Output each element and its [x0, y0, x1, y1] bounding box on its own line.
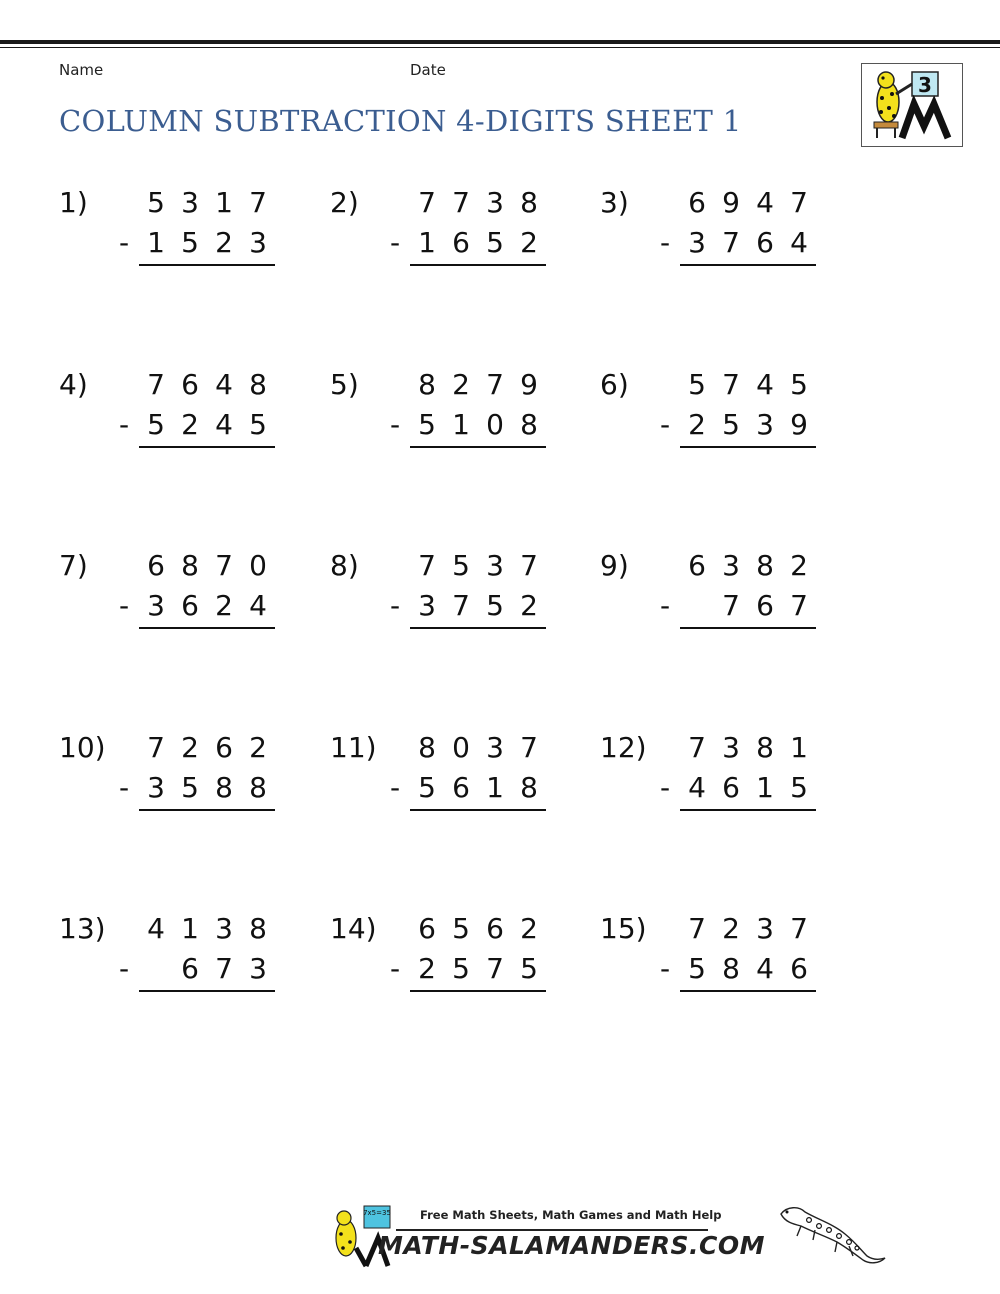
digit: 4: [249, 589, 267, 622]
digit: 7: [790, 912, 808, 945]
footer-brand: MATH-SALAMANDERS.COM: [378, 1231, 766, 1260]
digit: 7: [452, 589, 470, 622]
digit: 7: [722, 589, 740, 622]
digit: 2: [520, 589, 538, 622]
problem-15: [600, 912, 860, 1032]
problem-3: [600, 186, 860, 306]
digit: 6: [688, 549, 706, 582]
problem-9: [600, 549, 860, 669]
subtrahend: [410, 952, 546, 992]
digit: 5: [688, 368, 706, 401]
digit: 5: [722, 408, 740, 441]
digit: 7: [215, 952, 233, 985]
digit: 7: [147, 731, 165, 764]
problem-number: 12): [600, 731, 647, 764]
digit: 5: [452, 549, 470, 582]
digit: 7: [722, 226, 740, 259]
digit: 4: [688, 771, 706, 804]
top-rule-thin: [0, 47, 1000, 48]
minus-sign: -: [119, 589, 130, 622]
digit: 6: [756, 589, 774, 622]
digit: 3: [756, 408, 774, 441]
digit: 8: [418, 731, 436, 764]
digit: 8: [520, 408, 538, 441]
digit: 3: [418, 589, 436, 622]
digit: 8: [722, 952, 740, 985]
problem-8: [330, 549, 590, 669]
subtrahend: [410, 771, 546, 811]
minuend: [410, 731, 546, 765]
salamander-drawing-icon: [775, 1200, 887, 1268]
digit: 7: [486, 952, 504, 985]
minuend: [410, 368, 546, 402]
minuend: [410, 549, 546, 583]
digit: 4: [756, 368, 774, 401]
problem-1: [59, 186, 319, 306]
digit: 7: [486, 368, 504, 401]
digit: 0: [486, 408, 504, 441]
digit: 7: [249, 186, 267, 219]
digit: 3: [249, 226, 267, 259]
digit: 2: [181, 731, 199, 764]
digit: 5: [249, 408, 267, 441]
digit: 7: [418, 186, 436, 219]
digit: 6: [147, 549, 165, 582]
digit: 6: [181, 589, 199, 622]
digit: 2: [790, 549, 808, 582]
digit: 5: [147, 408, 165, 441]
digit: 1: [486, 771, 504, 804]
digit: 3: [688, 226, 706, 259]
digit: 3: [249, 952, 267, 985]
minuend: [680, 731, 816, 765]
digit: 7: [520, 731, 538, 764]
digit: 5: [790, 771, 808, 804]
digit: 6: [722, 771, 740, 804]
minuend: [680, 186, 816, 220]
digit: 7: [722, 368, 740, 401]
problem-number: 5): [330, 368, 359, 401]
digit: 5: [790, 368, 808, 401]
footer-tagline: Free Math Sheets, Math Games and Math Help: [420, 1208, 722, 1222]
problem-14: [330, 912, 590, 1032]
digit: 5: [452, 912, 470, 945]
digit: 4: [147, 912, 165, 945]
minus-sign: -: [390, 408, 401, 441]
problem-2: [330, 186, 590, 306]
minuend: [680, 368, 816, 402]
subtrahend: [139, 771, 275, 811]
subtrahend: [139, 952, 275, 992]
digit: 3: [486, 186, 504, 219]
minuend: [410, 186, 546, 220]
digit: 3: [147, 771, 165, 804]
problem-number: 15): [600, 912, 647, 945]
problem-12: [600, 731, 860, 851]
digit: 9: [520, 368, 538, 401]
minus-sign: -: [119, 408, 130, 441]
digit: 5: [418, 771, 436, 804]
subtrahend: [139, 589, 275, 629]
minuend: [139, 368, 275, 402]
digit: 8: [249, 368, 267, 401]
digit: 5: [520, 952, 538, 985]
digit: 9: [722, 186, 740, 219]
logo-number: 3: [918, 73, 932, 97]
minus-sign: -: [119, 771, 130, 804]
footer-badge: 7x5=35: [363, 1209, 391, 1217]
minuend: [139, 549, 275, 583]
digit: 6: [181, 368, 199, 401]
subtrahend: [410, 226, 546, 266]
digit: 1: [147, 226, 165, 259]
subtrahend: [680, 408, 816, 448]
digit: 7: [688, 731, 706, 764]
digit: 1: [790, 731, 808, 764]
page-title: COLUMN SUBTRACTION 4-DIGITS SHEET 1: [59, 104, 742, 138]
problem-10: [59, 731, 319, 851]
digit: 8: [215, 771, 233, 804]
problem-number: 8): [330, 549, 359, 582]
digit: 3: [486, 731, 504, 764]
digit: 5: [688, 952, 706, 985]
digit: 4: [215, 368, 233, 401]
minus-sign: -: [119, 952, 130, 985]
digit: 1: [418, 226, 436, 259]
digit: 2: [249, 731, 267, 764]
digit: 5: [486, 226, 504, 259]
salamander-logo-icon: [862, 64, 962, 146]
digit: 9: [790, 408, 808, 441]
digit: 5: [147, 186, 165, 219]
digit: 6: [756, 226, 774, 259]
problem-4: [59, 368, 319, 488]
problem-11: [330, 731, 590, 851]
digit: 3: [722, 549, 740, 582]
salamander-logo: [861, 63, 963, 147]
problem-number: 6): [600, 368, 629, 401]
digit: 6: [452, 771, 470, 804]
digit: 2: [215, 589, 233, 622]
problem-number: 1): [59, 186, 88, 219]
digit: 7: [520, 549, 538, 582]
minuend: [680, 549, 816, 583]
digit: 1: [181, 912, 199, 945]
digit: 3: [486, 549, 504, 582]
digit: 1: [215, 186, 233, 219]
digit: 5: [181, 226, 199, 259]
digit: 5: [452, 952, 470, 985]
digit: 7: [418, 549, 436, 582]
digit: 3: [215, 912, 233, 945]
subtrahend: [680, 226, 816, 266]
digit: 0: [452, 731, 470, 764]
subtrahend: [680, 589, 816, 629]
digit: 7: [147, 368, 165, 401]
subtrahend: [680, 771, 816, 811]
digit: 0: [249, 549, 267, 582]
digit: 7: [790, 186, 808, 219]
digit: 8: [756, 731, 774, 764]
digit: 8: [249, 771, 267, 804]
digit: 6: [181, 952, 199, 985]
digit: 1: [756, 771, 774, 804]
digit: 6: [418, 912, 436, 945]
problem-5: [330, 368, 590, 488]
minus-sign: -: [390, 771, 401, 804]
digit: 2: [452, 368, 470, 401]
digit: 5: [181, 771, 199, 804]
problem-number: 10): [59, 731, 106, 764]
problem-number: 4): [59, 368, 88, 401]
problem-13: [59, 912, 319, 1032]
subtrahend: [680, 952, 816, 992]
digit: 4: [756, 186, 774, 219]
problem-number: 9): [600, 549, 629, 582]
minuend: [139, 912, 275, 946]
minus-sign: -: [660, 952, 671, 985]
problem-7: [59, 549, 319, 669]
digit: 2: [722, 912, 740, 945]
digit: 7: [215, 549, 233, 582]
problem-number: 2): [330, 186, 359, 219]
minus-sign: -: [660, 771, 671, 804]
digit: 2: [520, 912, 538, 945]
digit: 8: [418, 368, 436, 401]
problem-number: 11): [330, 731, 377, 764]
minus-sign: -: [660, 226, 671, 259]
minus-sign: -: [660, 408, 671, 441]
digit: 7: [790, 589, 808, 622]
subtrahend: [139, 408, 275, 448]
digit: 8: [520, 771, 538, 804]
problem-number: 7): [59, 549, 88, 582]
digit: 8: [181, 549, 199, 582]
digit: 4: [215, 408, 233, 441]
digit: 4: [790, 226, 808, 259]
date-label: Date: [410, 61, 446, 79]
subtrahend: [410, 589, 546, 629]
minus-sign: -: [119, 226, 130, 259]
minus-sign: -: [660, 589, 671, 622]
minuend: [139, 186, 275, 220]
digit: 8: [756, 549, 774, 582]
minuend: [139, 731, 275, 765]
problem-6: [600, 368, 860, 488]
digit: 6: [688, 186, 706, 219]
subtrahend: [410, 408, 546, 448]
digit: 2: [418, 952, 436, 985]
minuend: [680, 912, 816, 946]
digit: 6: [486, 912, 504, 945]
minus-sign: -: [390, 226, 401, 259]
minus-sign: -: [390, 952, 401, 985]
problem-number: 14): [330, 912, 377, 945]
minuend: [410, 912, 546, 946]
digit: 7: [688, 912, 706, 945]
digit: 6: [452, 226, 470, 259]
problem-number: 3): [600, 186, 629, 219]
digit: 3: [181, 186, 199, 219]
digit: 8: [249, 912, 267, 945]
digit: 4: [756, 952, 774, 985]
digit: 6: [790, 952, 808, 985]
name-label: Name: [59, 61, 104, 79]
digit: 1: [452, 408, 470, 441]
minus-sign: -: [390, 589, 401, 622]
digit: 2: [181, 408, 199, 441]
digit: 5: [486, 589, 504, 622]
digit: 3: [756, 912, 774, 945]
digit: 2: [688, 408, 706, 441]
digit: 3: [722, 731, 740, 764]
digit: 7: [452, 186, 470, 219]
problem-number: 13): [59, 912, 106, 945]
digit: 3: [147, 589, 165, 622]
subtrahend: [139, 226, 275, 266]
digit: 8: [520, 186, 538, 219]
digit: 2: [520, 226, 538, 259]
digit: 6: [215, 731, 233, 764]
digit: 5: [418, 408, 436, 441]
top-rule: [0, 40, 1000, 44]
digit: 2: [215, 226, 233, 259]
